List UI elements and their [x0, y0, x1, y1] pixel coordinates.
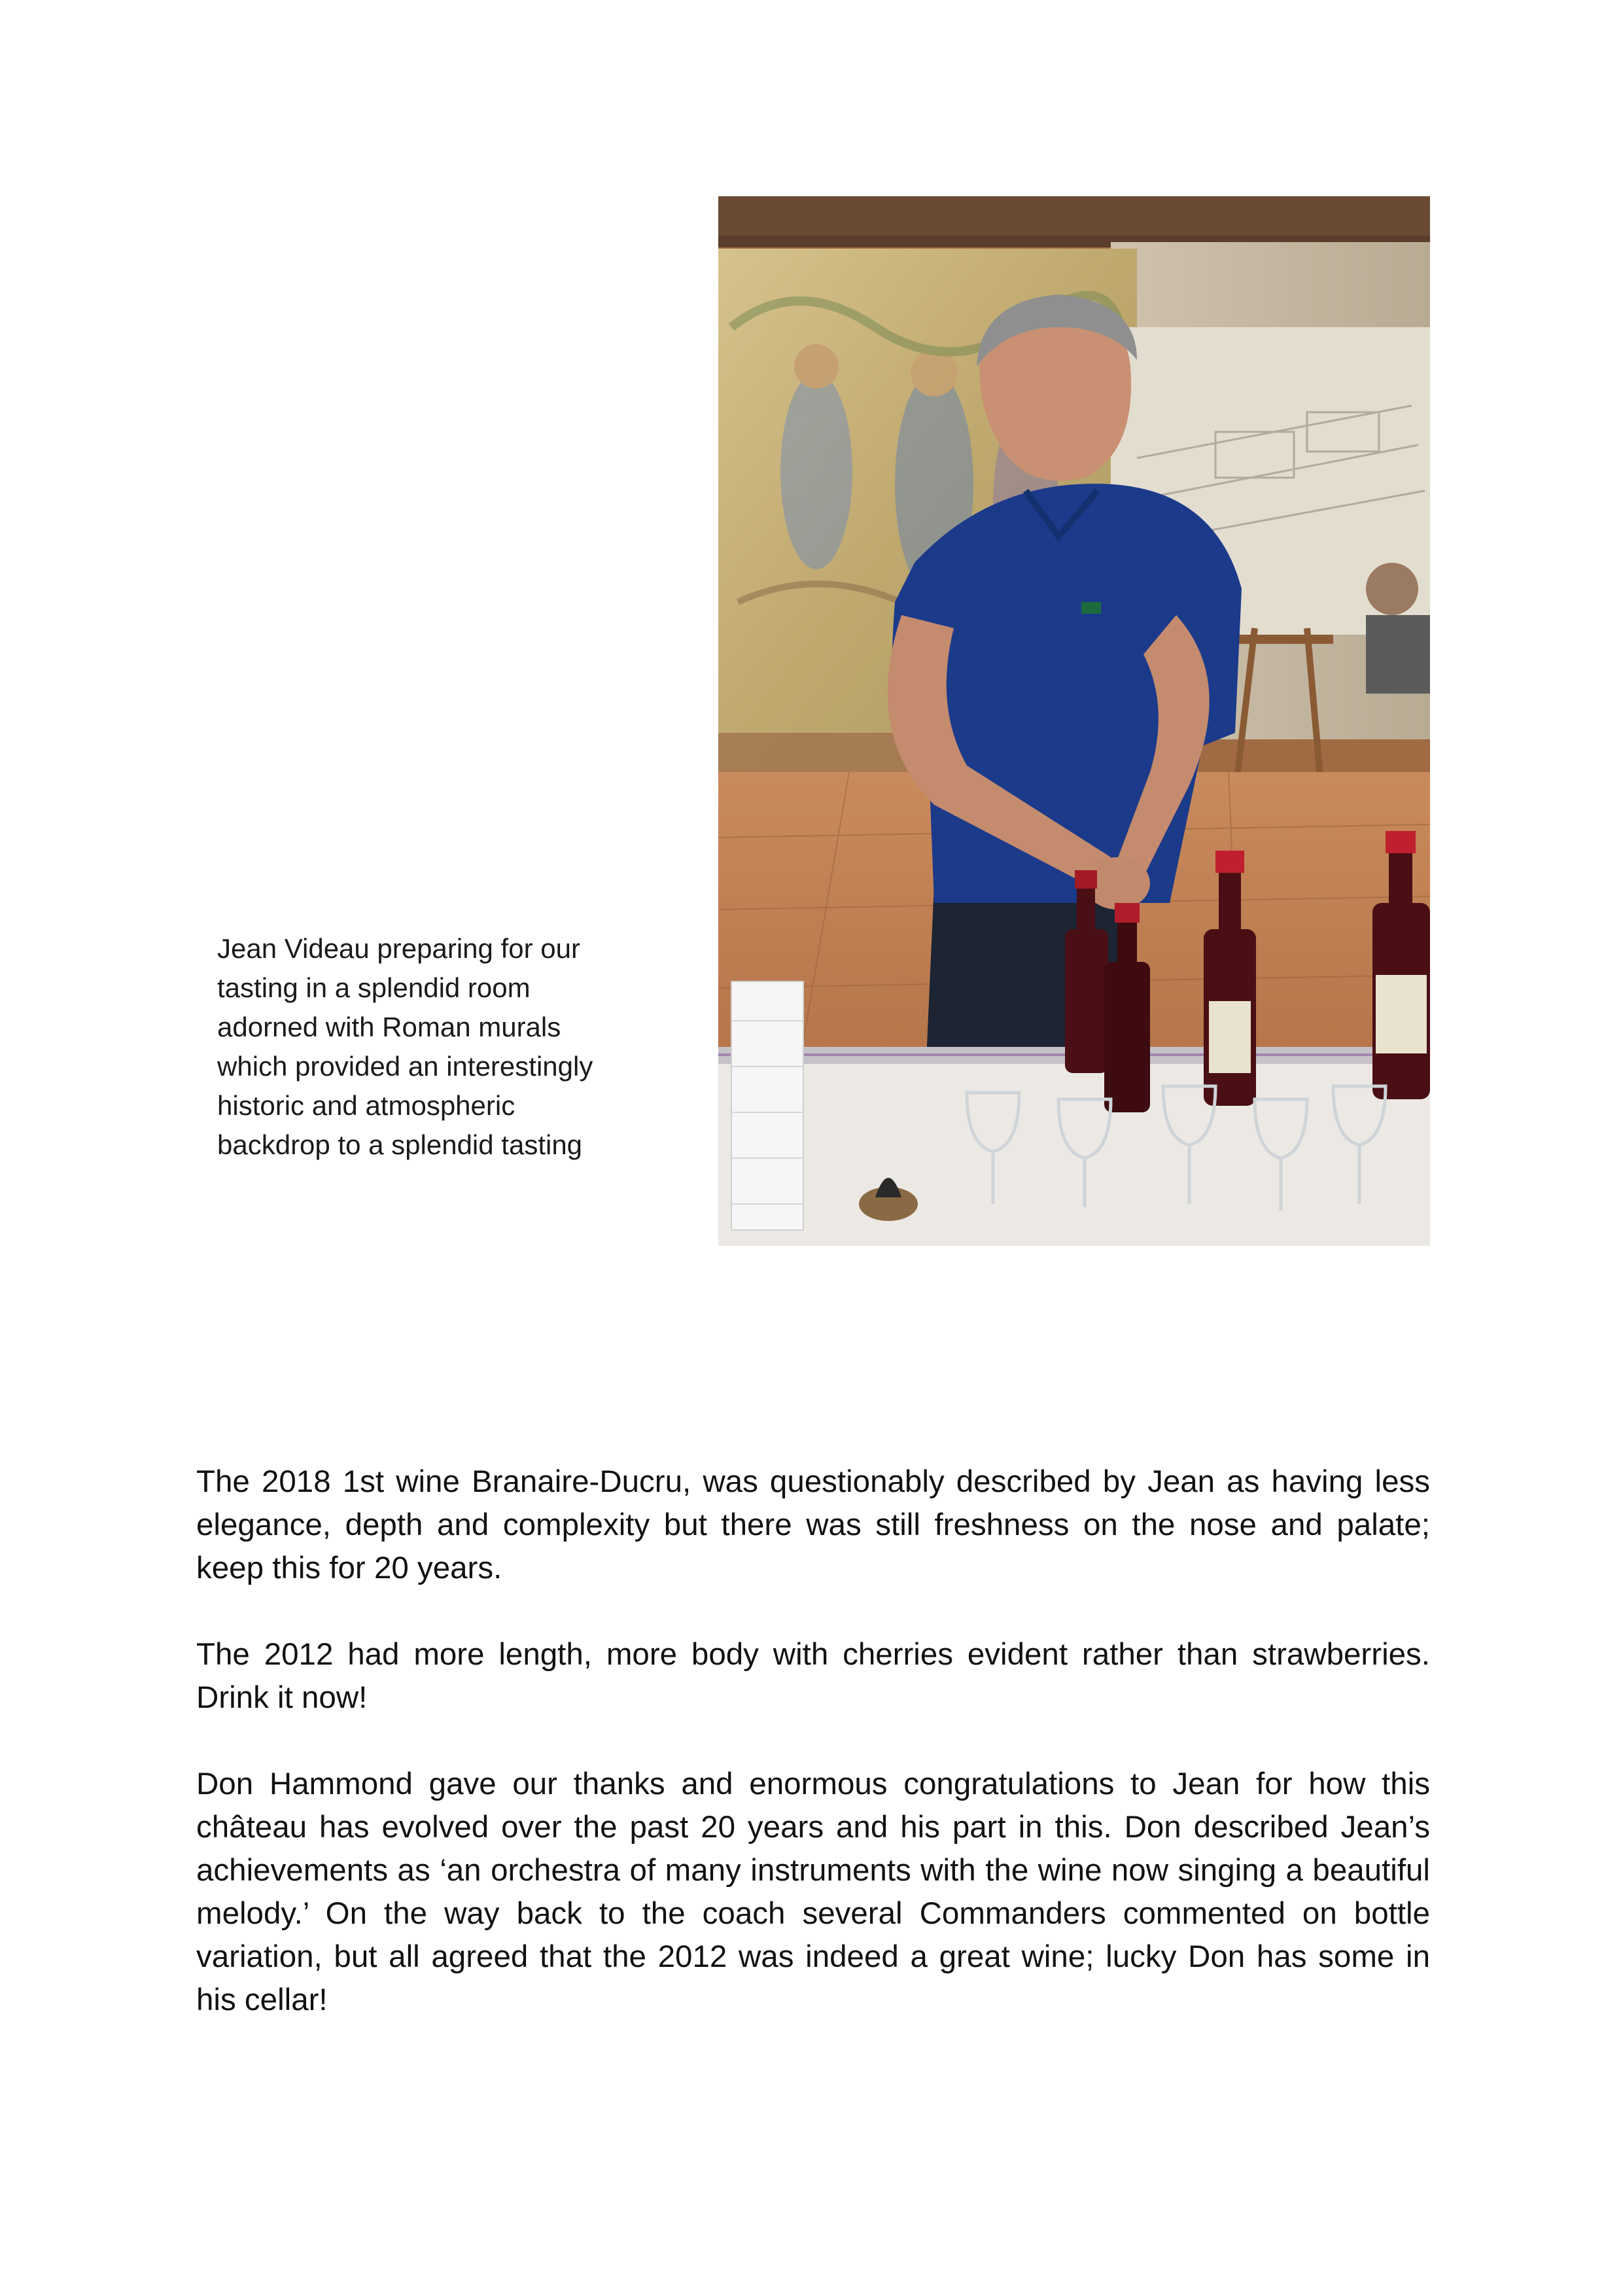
caption-line: Jean Videau preparing for our [217, 933, 580, 964]
article-body [196, 1460, 1430, 2022]
linen-tablecloth [718, 1047, 1430, 1246]
tasting-photo [718, 196, 1430, 1246]
paragraph-2018-wine: The 2018 1st wine Branaire-Ducru, was questionably described by Jean as having less elegance, depth and complexity but there was still freshness on the nose and palate; keep this for 20 years. [196, 1464, 1430, 1585]
caption-line: adorned with Roman murals [217, 1012, 561, 1042]
cup-stack [731, 981, 803, 1230]
caption-line: backdrop to a splendid tasting [217, 1129, 583, 1160]
paragraph-thanks: Don Hammond gave our thanks and enormous congratulations to Jean for how this château has evolved over the past 20 years and his part in this. Don described Jean’s achievements as ‘an orchestra of many instruments with the wine now singing a beautiful melody.’ On the way back to the coach several Commanders commented on bottle variation, but all agreed that the 2012 was indeed a great wine; lucky Don has some in his cellar! [196, 1767, 1430, 2017]
photo-caption [217, 929, 636, 1165]
tasting-photo-illustration [718, 196, 1430, 1246]
ceiling [718, 196, 1430, 242]
caption-line: historic and atmospheric [217, 1090, 515, 1121]
caption-line: tasting in a splendid room [217, 972, 531, 1003]
caption-line: which provided an interestingly [217, 1051, 593, 1082]
paragraph-2012-wine: The 2012 had more length, more body with cherries evident rather than strawberries. Drink it now! [196, 1637, 1430, 1715]
